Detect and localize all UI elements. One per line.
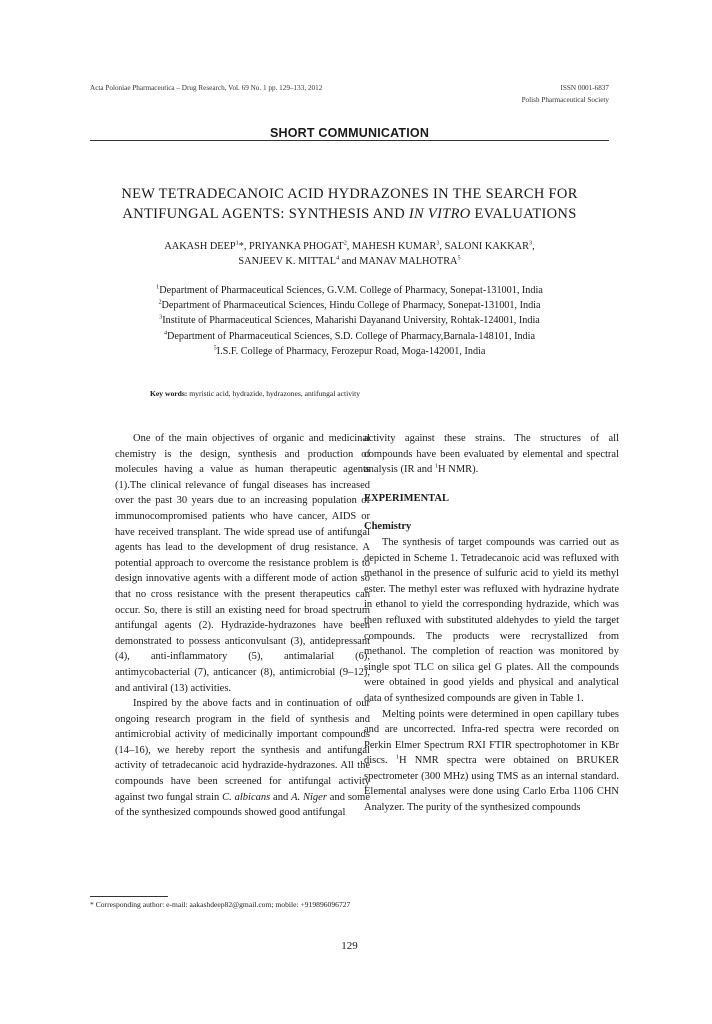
author-sup: 2 — [343, 239, 347, 247]
author: PRIYANKA PHOGAT — [249, 241, 344, 252]
paragraph — [364, 431, 619, 478]
right-column — [364, 431, 619, 816]
affiliation-text: Department of Pharmaceutical Sciences, G.V.M. College of Pharmacy, Sonepat-131001, India — [159, 285, 543, 296]
footnote: * Corresponding author: e-mail: aakashdeep82@gmail.com; mobile: +919896096727 — [90, 900, 351, 909]
text-run: and — [270, 791, 292, 803]
text-run: activity against these strains. The structures of all compounds have been evaluated by elemental and spectral analysis (IR and — [364, 433, 619, 476]
text-run: H NMR spectra were obtained on BRUKER spectrometer (300 MHz) using TMS as an internal standard. Elemental analyses were done using Carlo Erba 1106 CHN Analyzer. The purity of the synthesized compounds — [364, 755, 620, 814]
author: SALONI KAKKAR — [444, 241, 529, 252]
author-sup: 3 — [528, 239, 533, 247]
text-run: and some of the synthesized compounds showed good antifungal — [115, 791, 370, 819]
section-rule — [90, 140, 609, 141]
author-sep: , — [346, 241, 352, 252]
author-sup: 1 — [235, 239, 239, 247]
affiliation-sup: 1 — [156, 284, 160, 291]
affiliation-text: Institute of Pharmaceutical Sciences, Maharishi Dayanand University, Rohtak-124001, India — [162, 315, 540, 327]
author-list — [90, 239, 609, 269]
author-sup: 5 — [457, 254, 461, 262]
affiliation — [90, 329, 609, 344]
section-heading: EXPERIMENTAL — [364, 492, 449, 504]
affiliation — [90, 298, 609, 313]
author-line-1 — [90, 239, 609, 254]
text-run: Melting points were determined in open capillary tubes and are uncorrected. Infra-red spectra were recorded on Perkin Elmer Spectrum RXI FTIR spectrophotomer in KBr discs. — [364, 708, 619, 767]
title-line-2 — [90, 204, 609, 224]
affiliation — [90, 313, 609, 328]
author-line-2 — [90, 254, 609, 269]
paragraph — [115, 696, 370, 821]
left-column — [115, 431, 370, 821]
keywords-label: Key words: — [150, 389, 188, 398]
affiliation-text: Department of Pharmaceutical Sciences, S.D. College of Pharmacy,Barnala-148101, India — [167, 330, 535, 342]
author-sup: 3 — [436, 239, 440, 247]
author-sep: , — [532, 241, 535, 252]
author-sep: , — [243, 241, 249, 252]
affiliations — [90, 283, 609, 359]
author: AAKASH DEEP — [164, 241, 236, 252]
keywords-text: myristic acid, hydrazide, hydrazones, antifungal activity — [187, 389, 361, 398]
text-run: Inspired by the above facts and in continuation of our ongoing research program in the field of synthesis and antimicrobial activity of medicinally important compounds (14–16), we hereby report the synthesis and antifungal activity of tetradecanoic acid hydrazide-hydrazones. All the compounds have been screened for antifungal activity against two fungal strain — [115, 698, 370, 803]
paragraph: One of the main objectives of organic and medicinal chemistry is the design, synthesis and production of molecules having a value as human therapeutic agents (1).The clinical relevance of fungal diseases has increased over the past 30 years due to an increasing population of immunocompromised patients who have cancer, AIDS or have received transplant. The wide spread use of antifungal agents has lead to the development of drug resistance. A potential approach to overcome the resistance problem is to design innovative agents with a different mode of action so that no cross resistance with the present therapeutics can occur. So, there is still an existing need for broad spectrum antifungal agents (2). Hydrazide-hydrazones have been demonstrated to possess anticonvulsant (3), antidepressant (4), anti-inflammatory (5), antimalarial (6), antimycobacterial (7), anticancer (8), antimicrobial (9–12), and antiviral (13) activities. — [115, 433, 370, 694]
title-line-1: NEW TETRADECANOIC ACID HYDRAZONES IN THE SEARCH FOR — [121, 186, 578, 202]
author: MAHESH KUMAR — [351, 241, 437, 252]
author-sup: 4 — [336, 254, 340, 262]
author: SANJEEV K. MITTAL — [238, 256, 337, 267]
journal-citation: Acta Poloniae Pharmaceutica – Drug Research, Vol. 69 No. 1 pp. 129–133, 2012 — [90, 84, 323, 92]
species-name: C. albicans — [222, 791, 271, 803]
affiliation-sup: 3 — [159, 315, 163, 322]
author-sep: , — [439, 241, 445, 252]
corresponding-star: * — [238, 241, 244, 252]
author-sep: and — [339, 256, 360, 267]
society: Polish Pharmaceutical Society — [521, 96, 609, 104]
paragraph — [364, 707, 619, 816]
keywords — [150, 389, 360, 398]
text-run: H NMR). — [438, 464, 479, 476]
affiliation-sup: 5 — [213, 345, 217, 352]
title-part: ANTIFUNGAL AGENTS: SYNTHESIS AND — [122, 206, 409, 222]
affiliation-sup: 2 — [158, 299, 162, 306]
issn: ISSN 0001-6837 — [560, 84, 609, 92]
article-title — [90, 184, 609, 224]
title-part: EVALUATIONS — [470, 206, 577, 222]
footnote-rule — [90, 896, 168, 897]
superscript: 1 — [434, 462, 439, 470]
title-italic: IN VITRO — [408, 206, 471, 222]
affiliation — [90, 283, 609, 298]
page-number: 129 — [341, 940, 358, 952]
section-label: SHORT COMMUNICATION — [269, 126, 430, 140]
subsection-heading: Chemistry — [364, 521, 412, 533]
affiliation — [90, 344, 609, 359]
affiliation-text: Department of Pharmaceutical Sciences, Hindu College of Pharmacy, Sonepat-131001, India — [161, 300, 541, 312]
affiliation-text: I.S.F. College of Pharmacy, Ferozepur Road, Moga-142001, India — [216, 345, 486, 357]
affiliation-sup: 4 — [163, 330, 168, 337]
species-name: A. Niger — [291, 791, 327, 803]
superscript: 1 — [395, 753, 399, 761]
author: MANAV MALHOTRA — [359, 256, 458, 267]
paragraph: The synthesis of target compounds was carried out as depicted in Scheme 1. Tetradecanoic acid was refluxed with methanol in the presence of sulfuric acid to yield its methyl ester. The methyl ester was refluxed with hydrazine hydrate in ethanol to yield the corresponding hydrazide, which was then refluxed with substituted aldehydes to yield the target compounds. The products were recrystallized from methanol. The completion of reaction was monitored by single spot TLC on silica gel G plates. All the compounds were obtained in good yields and physical and analytical data of synthesized compounds are given in Table 1. — [364, 536, 619, 704]
